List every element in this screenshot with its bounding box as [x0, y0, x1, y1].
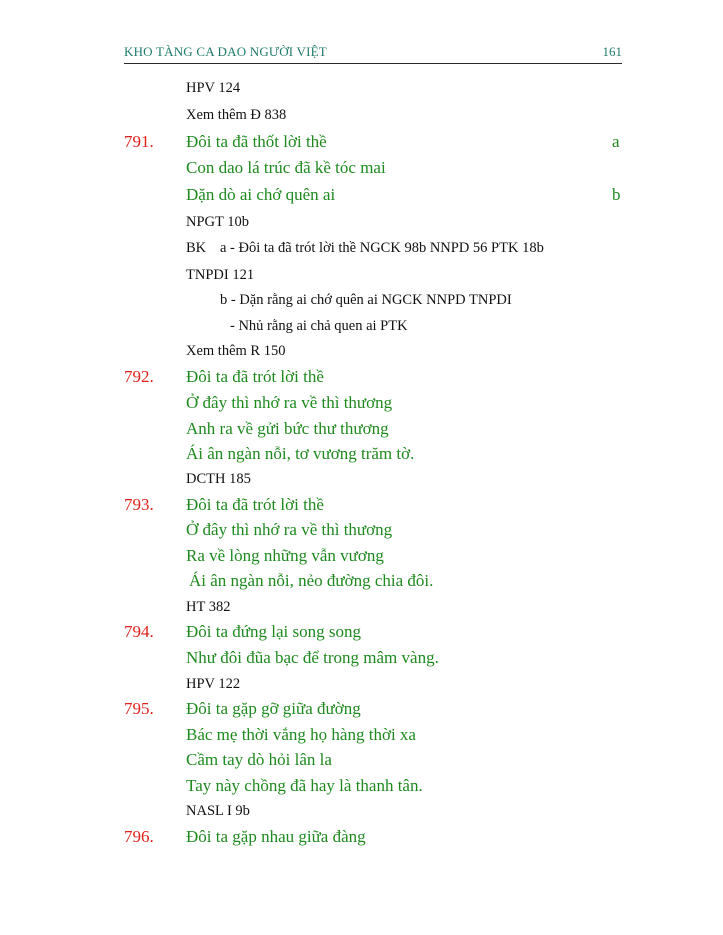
- verse-line: Đôi ta đứng lại song song: [186, 622, 361, 641]
- source-line: HPV 122: [186, 676, 241, 692]
- verse-line: Ở đây thì nhớ ra về thì thương: [186, 393, 393, 412]
- variant-line: b - Dặn rằng ai chớ quên ai NGCK NNPD TNPDI: [220, 292, 512, 308]
- entry-number-793: 793.: [124, 495, 154, 514]
- verse-line: Cầm tay dò hỏi lân la: [186, 750, 332, 769]
- variant-label: BK: [186, 240, 207, 256]
- cross-reference: Xem thêm Đ 838: [186, 107, 287, 123]
- verse-line: Đôi ta gặp nhau giữa đàng: [186, 827, 366, 846]
- verse-line: Anh ra về gửi bức thư thương: [186, 419, 389, 438]
- verse-marker-b: b: [612, 185, 621, 204]
- verse-marker-a: a: [612, 132, 620, 151]
- page-header: [124, 44, 622, 64]
- verse-line: Đôi ta đã thốt lời thề: [186, 132, 327, 151]
- source-line: TNPDI 121: [186, 267, 255, 283]
- variant-text: a - Đôi ta đã trót lời thề NGCK 98b NNPD 56 PTK 18b: [220, 240, 544, 256]
- variant-line: - Nhủ rằng ai chả quen ai PTK: [230, 318, 408, 334]
- cross-reference: Xem thêm R 150: [186, 343, 286, 359]
- entry-number-795: 795.: [124, 699, 154, 718]
- source-line: DCTH 185: [186, 471, 251, 487]
- entry-number-794: 794.: [124, 622, 154, 641]
- source-line: NASL I 9b: [186, 803, 250, 819]
- verse-line: Bác mẹ thời vắng họ hàng thời xa: [186, 725, 416, 744]
- book-title: KHO TÀNG CA DAO NGƯỜI VIỆT: [124, 44, 327, 59]
- verse-line: Đôi ta đã trót lời thề: [186, 495, 324, 514]
- variant-line: [186, 240, 544, 257]
- verse-line: Đôi ta gặp gỡ giữa đường: [186, 699, 361, 718]
- verse-line: Dặn dò ai chớ quên ai: [186, 185, 336, 204]
- entry-number-791: 791.: [124, 132, 154, 151]
- page-number: 161: [602, 44, 622, 59]
- verse-line: Ra về lòng những vẫn vương: [186, 546, 384, 565]
- verse-line: Tay này chồng đã hay là thanh tân.: [186, 776, 423, 795]
- verse-line: Ái ân ngàn nỗi, nẻo đường chia đôi.: [189, 571, 434, 590]
- verse-line: Ái ân ngàn nỗi, tơ vương trăm tờ.: [186, 444, 415, 463]
- verse-line: Con dao lá trúc đã kề tóc mai: [186, 158, 386, 177]
- verse-line: Như đôi đũa bạc để trong mâm vàng.: [186, 648, 439, 667]
- source-line: HPV 124: [186, 80, 241, 96]
- verse-line: Đôi ta đã trót lời thề: [186, 367, 324, 386]
- entry-number-792: 792.: [124, 367, 154, 386]
- source-line: HT 382: [186, 599, 231, 615]
- verse-line: Ở đây thì nhớ ra về thì thương: [186, 520, 393, 539]
- source-line: NPGT 10b: [186, 214, 249, 230]
- entry-number-796: 796.: [124, 827, 154, 846]
